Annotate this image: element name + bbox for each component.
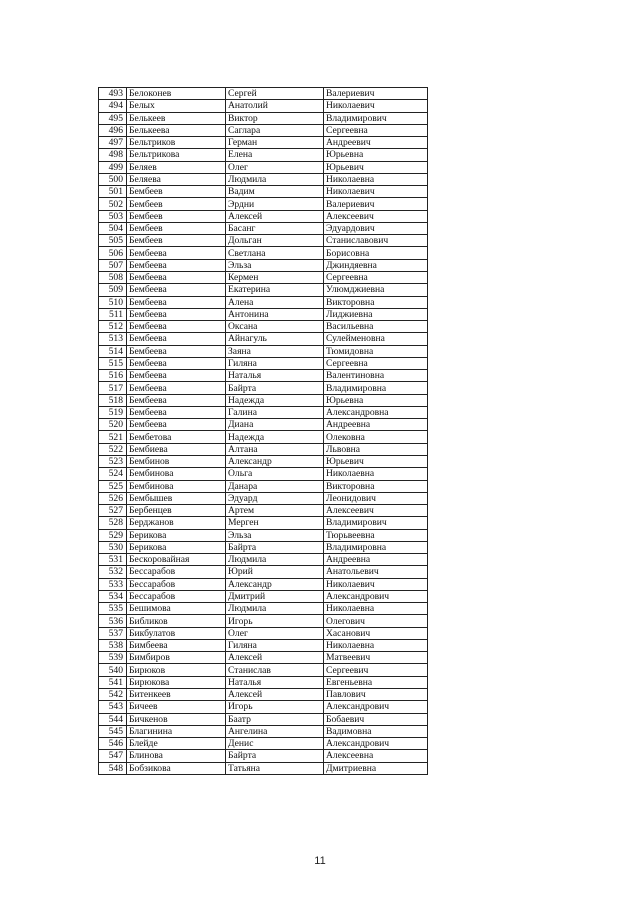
row-number-cell: 540 — [99, 664, 127, 676]
patronymic-cell: Алексеевич — [324, 210, 428, 222]
first-name-cell: Татьяна — [226, 762, 324, 774]
table-row — [99, 689, 428, 701]
last-name-cell: Белькеева — [127, 124, 226, 136]
patronymic-cell: Хасанович — [324, 627, 428, 639]
table-row — [99, 382, 428, 394]
row-number-cell: 541 — [99, 676, 127, 688]
first-name-cell: Саглара — [226, 124, 324, 136]
last-name-cell: Бимбеева — [127, 639, 226, 651]
row-number-cell: 535 — [99, 603, 127, 615]
table-row — [99, 345, 428, 357]
last-name-cell: Бембеев — [127, 198, 226, 210]
last-name-cell: Бембинова — [127, 468, 226, 480]
last-name-cell: Берикова — [127, 529, 226, 541]
patronymic-cell: Александрович — [324, 701, 428, 713]
last-name-cell: Блинова — [127, 750, 226, 762]
row-number-cell: 546 — [99, 738, 127, 750]
row-number-cell: 510 — [99, 296, 127, 308]
last-name-cell: Бембеева — [127, 247, 226, 259]
table-row — [99, 652, 428, 664]
first-name-cell: Оксана — [226, 321, 324, 333]
last-name-cell: Бикбулатов — [127, 627, 226, 639]
row-number-cell: 518 — [99, 394, 127, 406]
patronymic-cell: Владимировна — [324, 382, 428, 394]
table-row — [99, 627, 428, 639]
last-name-cell: Бешимова — [127, 603, 226, 615]
table-row — [99, 112, 428, 124]
patronymic-cell: Сергеевич — [324, 664, 428, 676]
last-name-cell: Бембеев — [127, 210, 226, 222]
last-name-cell: Бембеева — [127, 357, 226, 369]
table-row — [99, 578, 428, 590]
table-row — [99, 517, 428, 529]
row-number-cell: 542 — [99, 689, 127, 701]
first-name-cell: Артем — [226, 505, 324, 517]
row-number-cell: 522 — [99, 443, 127, 455]
last-name-cell: Бельтриков — [127, 137, 226, 149]
patronymic-cell: Бобаевич — [324, 713, 428, 725]
last-name-cell: Бембеева — [127, 321, 226, 333]
table-row — [99, 186, 428, 198]
table-row — [99, 222, 428, 234]
table-row — [99, 210, 428, 222]
row-number-cell: 512 — [99, 321, 127, 333]
first-name-cell: Алена — [226, 296, 324, 308]
row-number-cell: 509 — [99, 284, 127, 296]
table-row — [99, 370, 428, 382]
first-name-cell: Денис — [226, 738, 324, 750]
row-number-cell: 498 — [99, 149, 127, 161]
table-row — [99, 590, 428, 602]
patronymic-cell: Андреевна — [324, 554, 428, 566]
last-name-cell: Бембеев — [127, 222, 226, 234]
table-row — [99, 750, 428, 762]
row-number-cell: 516 — [99, 370, 127, 382]
row-number-cell: 525 — [99, 480, 127, 492]
table-row — [99, 566, 428, 578]
row-number-cell: 534 — [99, 590, 127, 602]
last-name-cell: Бирюков — [127, 664, 226, 676]
last-name-cell: Бимбиров — [127, 652, 226, 664]
first-name-cell: Алтана — [226, 443, 324, 455]
row-number-cell: 547 — [99, 750, 127, 762]
last-name-cell: Бембеева — [127, 259, 226, 271]
last-name-cell: Бембеева — [127, 308, 226, 320]
first-name-cell: Байрта — [226, 382, 324, 394]
name-list-table — [98, 87, 428, 775]
patronymic-cell: Станиславович — [324, 235, 428, 247]
row-number-cell: 520 — [99, 419, 127, 431]
first-name-cell: Эрдни — [226, 198, 324, 210]
row-number-cell: 493 — [99, 88, 127, 100]
table-row — [99, 664, 428, 676]
first-name-cell: Кермен — [226, 271, 324, 283]
first-name-cell: Надежда — [226, 431, 324, 443]
table-row — [99, 394, 428, 406]
table-row — [99, 701, 428, 713]
first-name-cell: Вадим — [226, 186, 324, 198]
patronymic-cell: Владимирович — [324, 517, 428, 529]
last-name-cell: Бембеева — [127, 419, 226, 431]
row-number-cell: 544 — [99, 713, 127, 725]
row-number-cell: 538 — [99, 639, 127, 651]
last-name-cell: Бембеева — [127, 382, 226, 394]
patronymic-cell: Матвеевич — [324, 652, 428, 664]
table-row — [99, 149, 428, 161]
table-row — [99, 443, 428, 455]
last-name-cell: Беляев — [127, 161, 226, 173]
table-row — [99, 725, 428, 737]
row-number-cell: 503 — [99, 210, 127, 222]
table-row — [99, 259, 428, 271]
row-number-cell: 527 — [99, 505, 127, 517]
last-name-cell: Бирюкова — [127, 676, 226, 688]
patronymic-cell: Викторовна — [324, 296, 428, 308]
last-name-cell: Бембеева — [127, 271, 226, 283]
patronymic-cell: Николаевна — [324, 468, 428, 480]
patronymic-cell: Анатольевич — [324, 566, 428, 578]
patronymic-cell: Олековна — [324, 431, 428, 443]
name-list-body — [99, 88, 428, 775]
first-name-cell: Надежда — [226, 394, 324, 406]
table-row — [99, 137, 428, 149]
first-name-cell: Гиляна — [226, 639, 324, 651]
row-number-cell: 531 — [99, 554, 127, 566]
first-name-cell: Наталья — [226, 370, 324, 382]
table-row — [99, 124, 428, 136]
patronymic-cell: Дмитриевна — [324, 762, 428, 774]
patronymic-cell: Андреевич — [324, 137, 428, 149]
first-name-cell: Юрий — [226, 566, 324, 578]
table-row — [99, 492, 428, 504]
row-number-cell: 511 — [99, 308, 127, 320]
row-number-cell: 526 — [99, 492, 127, 504]
first-name-cell: Виктор — [226, 112, 324, 124]
row-number-cell: 548 — [99, 762, 127, 774]
last-name-cell: Битенкеев — [127, 689, 226, 701]
patronymic-cell: Андреевна — [324, 419, 428, 431]
last-name-cell: Бескоровайная — [127, 554, 226, 566]
first-name-cell: Байрта — [226, 541, 324, 553]
last-name-cell: Бембетова — [127, 431, 226, 443]
table-row — [99, 271, 428, 283]
first-name-cell: Людмила — [226, 173, 324, 185]
table-row — [99, 296, 428, 308]
last-name-cell: Бембиева — [127, 443, 226, 455]
table-row — [99, 468, 428, 480]
first-name-cell: Светлана — [226, 247, 324, 259]
row-number-cell: 536 — [99, 615, 127, 627]
table-row — [99, 247, 428, 259]
patronymic-cell: Евгеньевна — [324, 676, 428, 688]
first-name-cell: Людмила — [226, 603, 324, 615]
patronymic-cell: Николаевна — [324, 639, 428, 651]
row-number-cell: 505 — [99, 235, 127, 247]
last-name-cell: Бембеева — [127, 333, 226, 345]
last-name-cell: Бембеева — [127, 394, 226, 406]
table-row — [99, 161, 428, 173]
row-number-cell: 532 — [99, 566, 127, 578]
patronymic-cell: Юрьевна — [324, 149, 428, 161]
page-number: 11 — [314, 855, 326, 867]
table-row — [99, 554, 428, 566]
patronymic-cell: Васильевна — [324, 321, 428, 333]
patronymic-cell: Леонидович — [324, 492, 428, 504]
patronymic-cell: Николаевич — [324, 578, 428, 590]
table-row — [99, 357, 428, 369]
last-name-cell: Бембышев — [127, 492, 226, 504]
table-row — [99, 762, 428, 774]
first-name-cell: Екатерина — [226, 284, 324, 296]
last-name-cell: Бессарабов — [127, 590, 226, 602]
last-name-cell: Берджанов — [127, 517, 226, 529]
row-number-cell: 513 — [99, 333, 127, 345]
patronymic-cell: Владимирович — [324, 112, 428, 124]
last-name-cell: Бессарабов — [127, 566, 226, 578]
first-name-cell: Баатр — [226, 713, 324, 725]
table-row — [99, 615, 428, 627]
row-number-cell: 497 — [99, 137, 127, 149]
patronymic-cell: Тюмидовна — [324, 345, 428, 357]
first-name-cell: Игорь — [226, 701, 324, 713]
last-name-cell: Бембеева — [127, 406, 226, 418]
patronymic-cell: Павлович — [324, 689, 428, 701]
last-name-cell: Бессарабов — [127, 578, 226, 590]
first-name-cell: Наталья — [226, 676, 324, 688]
last-name-cell: Бобзикова — [127, 762, 226, 774]
first-name-cell: Диана — [226, 419, 324, 431]
first-name-cell: Антонина — [226, 308, 324, 320]
last-name-cell: Бембинова — [127, 480, 226, 492]
first-name-cell: Станислав — [226, 664, 324, 676]
table-row — [99, 419, 428, 431]
patronymic-cell: Сергеевна — [324, 357, 428, 369]
last-name-cell: Бембеева — [127, 345, 226, 357]
last-name-cell: Блейде — [127, 738, 226, 750]
first-name-cell: Ангелина — [226, 725, 324, 737]
patronymic-cell: Валериевич — [324, 198, 428, 210]
patronymic-cell: Юрьевич — [324, 161, 428, 173]
patronymic-cell: Эдуардович — [324, 222, 428, 234]
row-number-cell: 515 — [99, 357, 127, 369]
first-name-cell: Алексей — [226, 652, 324, 664]
patronymic-cell: Алексеевна — [324, 750, 428, 762]
last-name-cell: Бельтрикова — [127, 149, 226, 161]
patronymic-cell: Тюрьвеевна — [324, 529, 428, 541]
row-number-cell: 533 — [99, 578, 127, 590]
patronymic-cell: Владимировна — [324, 541, 428, 553]
patronymic-cell: Юрьевна — [324, 394, 428, 406]
first-name-cell: Анатолий — [226, 100, 324, 112]
first-name-cell: Заяна — [226, 345, 324, 357]
first-name-cell: Эльза — [226, 259, 324, 271]
row-number-cell: 508 — [99, 271, 127, 283]
row-number-cell: 507 — [99, 259, 127, 271]
patronymic-cell: Александровна — [324, 406, 428, 418]
first-name-cell: Дольган — [226, 235, 324, 247]
table-row — [99, 505, 428, 517]
last-name-cell: Белькеев — [127, 112, 226, 124]
table-row — [99, 431, 428, 443]
first-name-cell: Александр — [226, 455, 324, 467]
row-number-cell: 506 — [99, 247, 127, 259]
row-number-cell: 501 — [99, 186, 127, 198]
table-row — [99, 235, 428, 247]
table-row — [99, 173, 428, 185]
row-number-cell: 543 — [99, 701, 127, 713]
row-number-cell: 494 — [99, 100, 127, 112]
last-name-cell: Берикова — [127, 541, 226, 553]
row-number-cell: 528 — [99, 517, 127, 529]
last-name-cell: Благинина — [127, 725, 226, 737]
first-name-cell: Олег — [226, 627, 324, 639]
row-number-cell: 524 — [99, 468, 127, 480]
table-row — [99, 480, 428, 492]
first-name-cell: Айнагуль — [226, 333, 324, 345]
last-name-cell: Бембеева — [127, 296, 226, 308]
row-number-cell: 504 — [99, 222, 127, 234]
last-name-cell: Бембеева — [127, 370, 226, 382]
row-number-cell: 521 — [99, 431, 127, 443]
patronymic-cell: Николаевна — [324, 603, 428, 615]
table-row — [99, 738, 428, 750]
first-name-cell: Елена — [226, 149, 324, 161]
first-name-cell: Эдуард — [226, 492, 324, 504]
last-name-cell: Библиков — [127, 615, 226, 627]
first-name-cell: Игорь — [226, 615, 324, 627]
patronymic-cell: Улюмджиевна — [324, 284, 428, 296]
first-name-cell: Алексей — [226, 689, 324, 701]
table-row — [99, 529, 428, 541]
patronymic-cell: Валентиновна — [324, 370, 428, 382]
patronymic-cell: Сергеевна — [324, 124, 428, 136]
row-number-cell: 517 — [99, 382, 127, 394]
table-row — [99, 455, 428, 467]
patronymic-cell: Юрьевич — [324, 455, 428, 467]
patronymic-cell: Лиджиевна — [324, 308, 428, 320]
row-number-cell: 523 — [99, 455, 127, 467]
row-number-cell: 530 — [99, 541, 127, 553]
table-row — [99, 603, 428, 615]
patronymic-cell: Сулейменовна — [324, 333, 428, 345]
patronymic-cell: Александрович — [324, 738, 428, 750]
row-number-cell: 545 — [99, 725, 127, 737]
first-name-cell: Дмитрий — [226, 590, 324, 602]
patronymic-cell: Николаевич — [324, 186, 428, 198]
patronymic-cell: Джиндяевна — [324, 259, 428, 271]
first-name-cell: Байрта — [226, 750, 324, 762]
last-name-cell: Белых — [127, 100, 226, 112]
table-row — [99, 88, 428, 100]
first-name-cell: Олег — [226, 161, 324, 173]
first-name-cell: Сергей — [226, 88, 324, 100]
patronymic-cell: Борисовна — [324, 247, 428, 259]
table-row — [99, 321, 428, 333]
row-number-cell: 496 — [99, 124, 127, 136]
row-number-cell: 495 — [99, 112, 127, 124]
last-name-cell: Белоконев — [127, 88, 226, 100]
row-number-cell: 514 — [99, 345, 127, 357]
last-name-cell: Бербенцев — [127, 505, 226, 517]
patronymic-cell: Викторовна — [324, 480, 428, 492]
row-number-cell: 529 — [99, 529, 127, 541]
patronymic-cell: Николаевич — [324, 100, 428, 112]
row-number-cell: 539 — [99, 652, 127, 664]
last-name-cell: Бембеев — [127, 186, 226, 198]
first-name-cell: Людмила — [226, 554, 324, 566]
table-row — [99, 713, 428, 725]
table-row — [99, 308, 428, 320]
last-name-cell: Беляева — [127, 173, 226, 185]
patronymic-cell: Алексеевич — [324, 505, 428, 517]
patronymic-cell: Валериевич — [324, 88, 428, 100]
table-row — [99, 406, 428, 418]
patronymic-cell: Александрович — [324, 590, 428, 602]
table-row — [99, 198, 428, 210]
table-row — [99, 284, 428, 296]
table-row — [99, 333, 428, 345]
row-number-cell: 502 — [99, 198, 127, 210]
first-name-cell: Мерген — [226, 517, 324, 529]
first-name-cell: Ольга — [226, 468, 324, 480]
row-number-cell: 499 — [99, 161, 127, 173]
last-name-cell: Бичеев — [127, 701, 226, 713]
first-name-cell: Гиляна — [226, 357, 324, 369]
patronymic-cell: Сергеевна — [324, 271, 428, 283]
last-name-cell: Бембеева — [127, 284, 226, 296]
row-number-cell: 519 — [99, 406, 127, 418]
table-row — [99, 100, 428, 112]
last-name-cell: Бембинов — [127, 455, 226, 467]
first-name-cell: Герман — [226, 137, 324, 149]
table-row — [99, 676, 428, 688]
table-row — [99, 541, 428, 553]
patronymic-cell: Львовна — [324, 443, 428, 455]
patronymic-cell: Вадимовна — [324, 725, 428, 737]
last-name-cell: Бембеев — [127, 235, 226, 247]
row-number-cell: 537 — [99, 627, 127, 639]
first-name-cell: Галина — [226, 406, 324, 418]
first-name-cell: Алексей — [226, 210, 324, 222]
table-row — [99, 639, 428, 651]
last-name-cell: Бичкенов — [127, 713, 226, 725]
patronymic-cell: Олегович — [324, 615, 428, 627]
first-name-cell: Эльза — [226, 529, 324, 541]
first-name-cell: Александр — [226, 578, 324, 590]
patronymic-cell: Николаевна — [324, 173, 428, 185]
first-name-cell: Данара — [226, 480, 324, 492]
row-number-cell: 500 — [99, 173, 127, 185]
first-name-cell: Басанг — [226, 222, 324, 234]
